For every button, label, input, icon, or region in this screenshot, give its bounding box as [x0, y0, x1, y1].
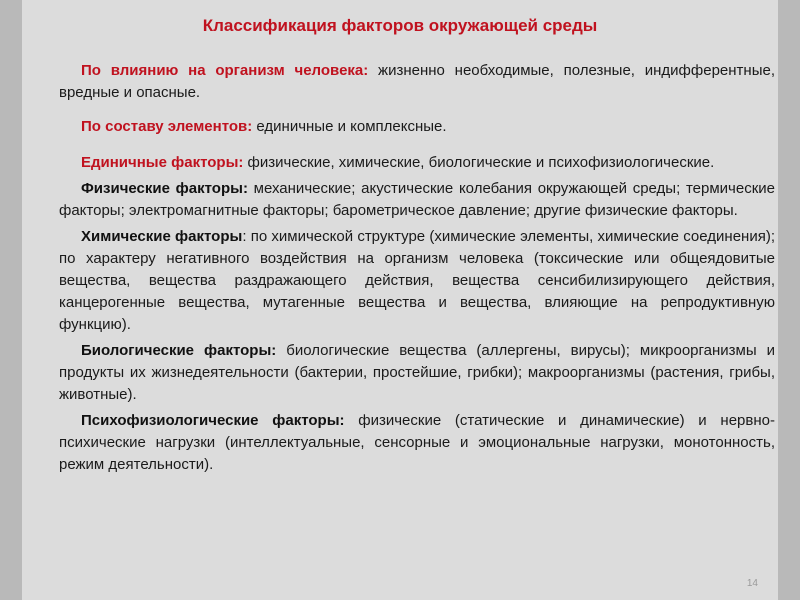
paragraph-label: По влиянию на организм человека:	[81, 62, 369, 79]
paragraph-text: физические (статические и динамические) и нервно-психические нагрузки (интеллектуальные, сенсорные и эмоциональные нагрузки, монотонность, режим деятельности).	[59, 412, 775, 473]
paragraph-single-factors	[59, 152, 775, 174]
paragraph-composition	[59, 116, 775, 138]
paragraph-label: Физические факторы:	[81, 180, 248, 197]
paragraph-text: физические, химические, биологические и психофизиологические.	[243, 154, 715, 171]
paragraph-label: Химические факторы	[81, 228, 243, 245]
slide	[22, 0, 778, 600]
paragraph-physical	[59, 178, 775, 222]
slide-title: Классификация факторов окружающей среды	[202, 16, 598, 35]
paragraph-label: По составу элементов:	[81, 118, 253, 135]
paragraph-chemical	[59, 226, 775, 336]
paragraph-text: биологические вещества (аллергены, вирусы); микроорганизмы и продукты их жизнедеятельности (бактерии, простейшие, грибки); макроорганизмы (растения, грибы, животные).	[59, 342, 775, 403]
paragraph-label: Психофизиологические факторы:	[81, 412, 345, 429]
slide-content	[59, 60, 775, 476]
page-number: 14	[746, 578, 758, 589]
paragraph-text: жизненно необходимые, полезные, индифферентные, вредные и опасные.	[59, 62, 775, 101]
paragraph-text: единичные и комплексные.	[252, 118, 447, 135]
paragraph-label: Единичные факторы:	[81, 154, 244, 171]
paragraph-psychophysiological	[59, 410, 775, 476]
paragraph-text: : по химической структуре (химические элементы, химические соединения); по характеру негативного воздействия на организм человека (токсические или общеядовитые вещества, вещества раздражающего действия, вещества сенсибилизирующего действия, канцерогенные вещества, мутагенные вещества и вещества, влияющие на репродуктивную функцию).	[59, 228, 775, 333]
paragraph-biological	[59, 340, 775, 406]
paragraph-text: механические; акустические колебания окружающей среды; термические факторы; электромагнитные факторы; барометрическое давление; другие физические факторы.	[59, 180, 775, 219]
paragraph-influence	[59, 60, 775, 104]
paragraph-label: Биологические факторы:	[81, 342, 277, 359]
